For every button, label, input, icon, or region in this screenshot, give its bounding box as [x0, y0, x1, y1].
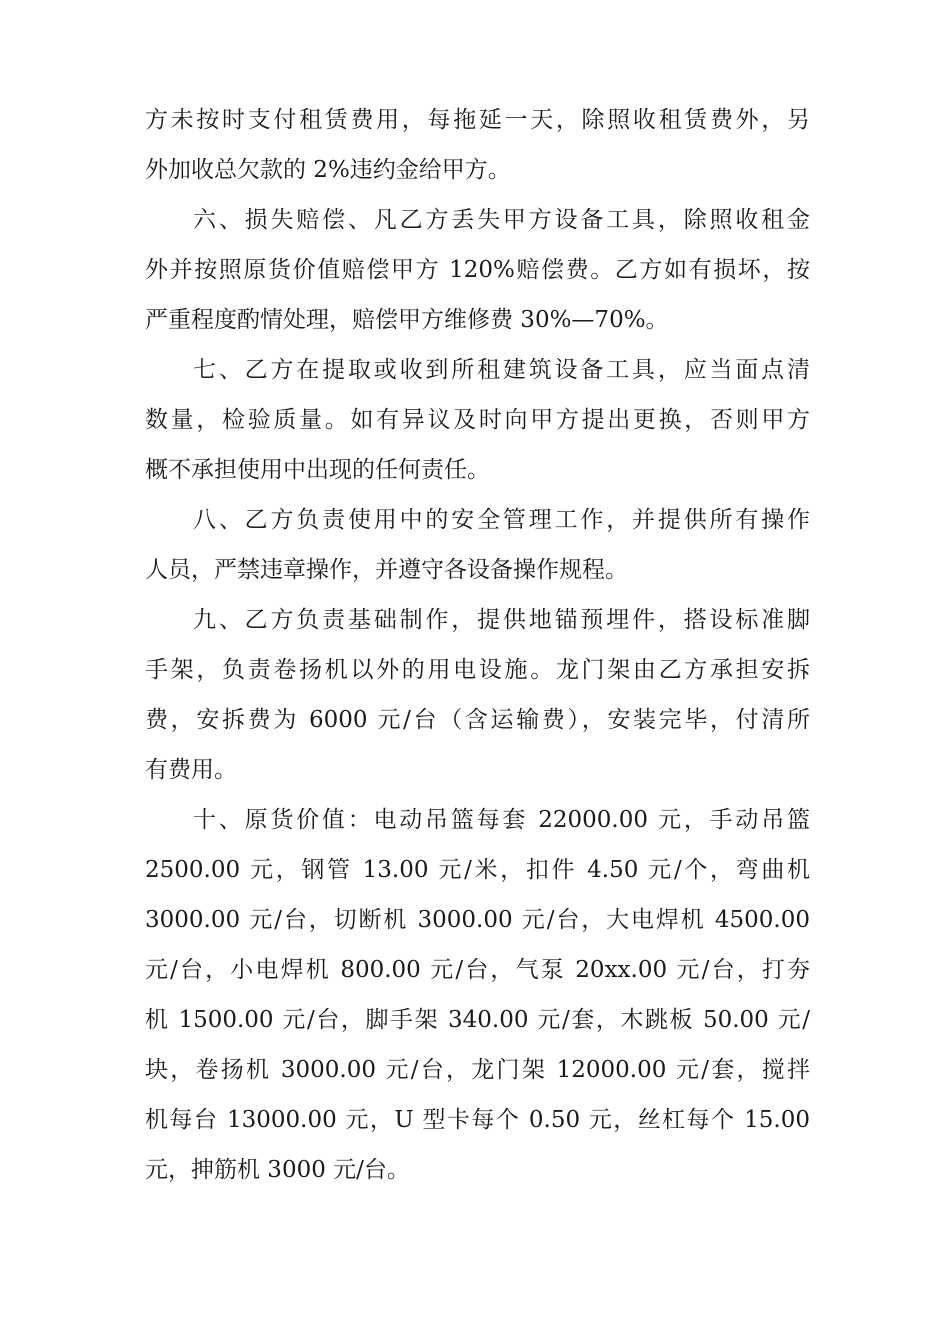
text-line: 十、原货价值：电动吊篮每套 22000.00 元，手动吊篮: [193, 807, 810, 833]
text-line: 六、损失赔偿、凡乙方丢失甲方设备工具，除照收租金: [193, 207, 810, 233]
text-line: 外并按照原货价值赔偿甲方 120%赔偿费。乙方如有损坏，按: [145, 257, 810, 283]
text-line: 机 1500.00 元/台，脚手架 340.00 元/套，木跳板 50.00 元/: [145, 1007, 810, 1033]
text-line: 方未按时支付租赁费用，每拖延一天，除照收租赁费外，另: [145, 107, 810, 133]
contract-text: [145, 95, 810, 1195]
text-line: 外加收总欠款的 2%违约金给甲方。: [145, 157, 511, 183]
text-line: 八、乙方负责使用中的安全管理工作，并提供所有操作: [193, 507, 810, 533]
text-line: 元/台，小电焊机 800.00 元/台，气泵 20xx.00 元/台，打夯: [145, 957, 810, 983]
text-line: 块，卷扬机 3000.00 元/台，龙门架 12000.00 元/套，搅拌: [145, 1057, 810, 1083]
text-line: 概不承担使用中出现的任何责任。: [145, 457, 490, 483]
text-line: 手架，负责卷扬机以外的用电设施。龙门架由乙方承担安拆: [145, 657, 810, 683]
text-line: 七、乙方在提取或收到所租建筑设备工具，应当面点清: [193, 357, 810, 383]
text-line: 严重程度酌情处理，赔偿甲方维修费 30%—70%。: [145, 307, 669, 333]
text-line: 人员，严禁违章操作，并遵守各设备操作规程。: [145, 557, 628, 583]
text-line: 有费用。: [145, 757, 237, 783]
text-line: 3000.00 元/台，切断机 3000.00 元/台，大电焊机 4500.00: [145, 907, 810, 933]
text-line: 费，安拆费为 6000 元/台（含运输费），安装完毕，付清所: [145, 707, 810, 733]
text-line: 数量，检验质量。如有异议及时向甲方提出更换，否则甲方: [145, 407, 810, 433]
text-line: 元，抻筋机 3000 元/台。: [145, 1157, 410, 1183]
text-line: 2500.00 元，钢管 13.00 元/米，扣件 4.50 元/个，弯曲机: [145, 857, 810, 883]
text-line: 机每台 13000.00 元，U 型卡每个 0.50 元，丝杠每个 15.00: [145, 1107, 810, 1133]
text-line: 九、乙方负责基础制作，提供地锚预埋件，搭设标准脚: [193, 607, 810, 633]
